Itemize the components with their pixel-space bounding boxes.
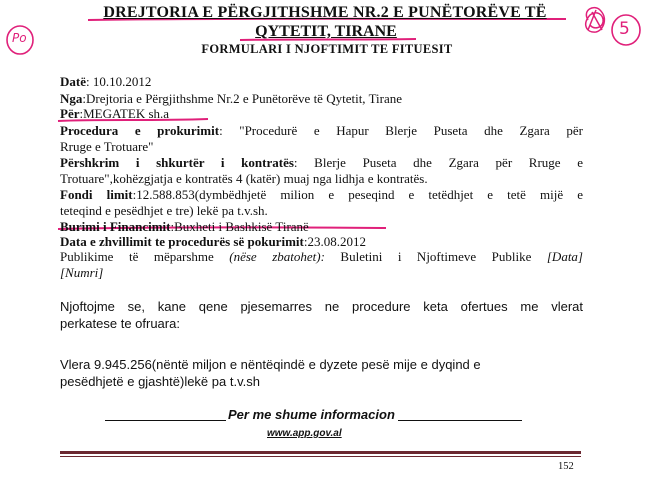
website-link[interactable]: www.app.gov.al	[267, 428, 342, 439]
financing-value: :Buxheti i Bashkisë Tiranë	[170, 219, 309, 234]
document-title-line2: QYTETIT, TIRANE	[255, 23, 397, 40]
previous-pub-number: [Numri]	[60, 265, 104, 280]
to-value: :MEGATEK sh.a	[79, 106, 170, 121]
procedure-row-2: Rruge e Trotuare"	[60, 139, 154, 154]
value-line-1: Vlera 9.945.256(nëntë miljon e nëntëqindë e dyzete pesë mije e dyqind e	[60, 357, 481, 372]
scribble-mark	[586, 8, 605, 32]
financing-row	[60, 219, 309, 234]
financing-label: Burimi i Financimit	[60, 219, 171, 234]
procedure-value: : "Procedurë e Hapur Blerje Puseta dhe Zgara për	[219, 123, 583, 138]
value-line-2: pesëdhjetë e gjashtë)lekë pa t.v.sh	[60, 374, 260, 389]
document-title-line1: DREJTORIA E PËRGJITHSHME NR.2 E PUNËTORËVE TË	[103, 4, 547, 21]
procedure-row-1	[60, 123, 583, 138]
limit-row-2: teteqind e pesëdhjet e tre) lekë pa t.v.sh.	[60, 203, 268, 218]
from-value: :Drejtoria e Përgjithshme Nr.2 e Punëtorëve të Qytetit, Tirane	[82, 91, 403, 106]
more-info-heading: Per me shume informacion	[228, 407, 395, 422]
left-annotation-text: Po	[12, 31, 27, 45]
to-label: Për	[60, 106, 80, 121]
procedure-date-value: :23.08.2012	[303, 234, 366, 249]
notice-line-1: Njoftojme se, kane qene pjesemarres ne procedure keta ofertues me vlerat	[60, 299, 583, 314]
to-row	[60, 106, 169, 121]
procedure-date-row	[60, 234, 366, 249]
procedure-label: Procedura e prokurimit	[60, 123, 220, 138]
previous-publications-number	[60, 265, 103, 280]
date-value: : 10.10.2012	[86, 74, 152, 89]
from-label: Nga	[60, 91, 83, 106]
limit-value: :12.588.853(dymbëdhjetë milion e peseqind e tetëdhjet e tetë mijë e	[132, 187, 584, 202]
footer-rule-thick	[60, 451, 581, 454]
date-label: Datë	[60, 74, 86, 89]
description-row-2: Trotuare",kohëzgjatja e kontratës 4 (katër) muaj nga lidhja e kontratës.	[60, 171, 428, 186]
previous-pub-text: Publikime të mëparshme	[60, 249, 230, 264]
previous-pub-date: [Data]	[546, 249, 583, 264]
more-info-blank-line	[105, 420, 226, 421]
limit-label: Fondi limit	[60, 187, 133, 202]
description-value: : Blerje Puseta dhe Zgara për Rruge e	[293, 155, 583, 170]
document-subtitle: FORMULARI I NJOFTIMIT TE FITUESIT	[201, 42, 453, 56]
more-info-blank-line-right	[398, 420, 522, 421]
page-number: 152	[558, 461, 574, 472]
description-row-1	[60, 155, 583, 170]
notice-line-2: perkatese te ofruara:	[60, 316, 180, 331]
from-row	[60, 91, 402, 106]
previous-publications-row	[60, 249, 583, 264]
previous-pub-note: (nëse zbatohet):	[229, 249, 325, 264]
procedure-date-label: Data e zhvillimit te procedurës së pokurimit	[60, 234, 304, 249]
footer-rule-thin	[60, 456, 581, 457]
limit-row-1	[60, 187, 583, 202]
previous-pub-bulletin: Buletini i Njoftimeve Publike	[324, 249, 547, 264]
date-row	[60, 74, 151, 89]
description-label: Përshkrim i shkurtër i kontratës	[60, 155, 294, 170]
right-annotation-text: 5	[619, 19, 630, 39]
